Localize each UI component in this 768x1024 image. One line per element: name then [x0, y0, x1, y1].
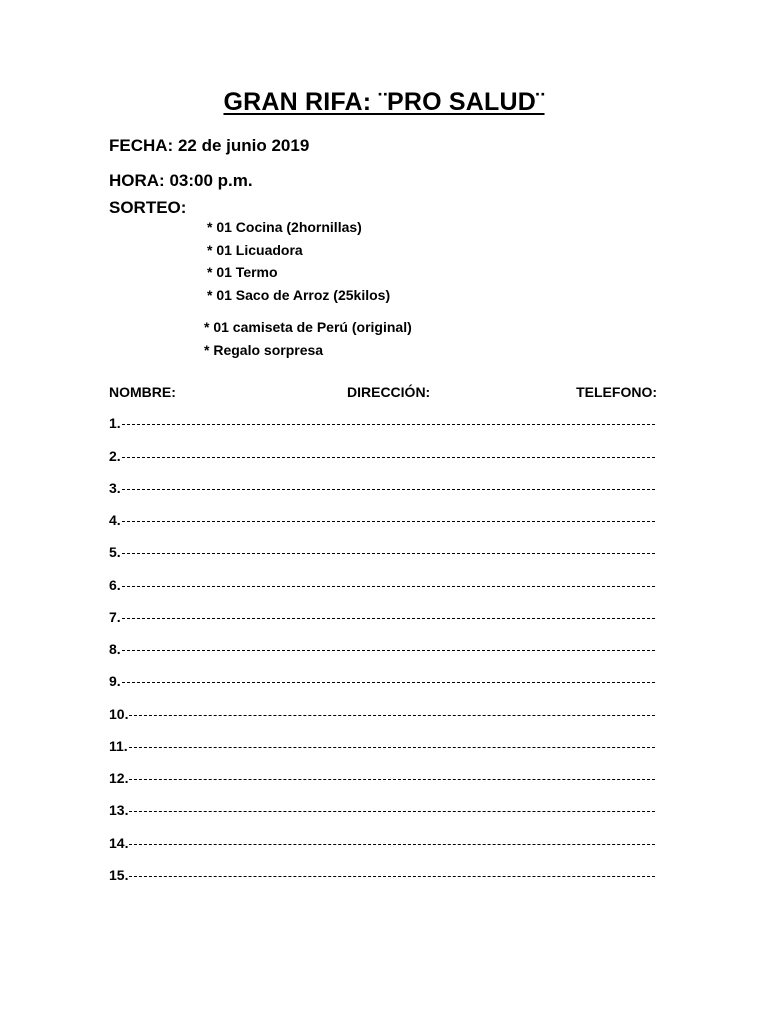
entry-dashed-line — [129, 747, 655, 748]
entry-number: 12. — [109, 770, 129, 786]
entry-row[interactable] — [109, 479, 655, 497]
entry-row[interactable] — [109, 834, 655, 852]
page-title — [0, 88, 768, 117]
date-line: FECHA: 22 de junio 2019 — [109, 136, 310, 155]
entry-row[interactable] — [109, 511, 655, 529]
title-text: GRAN RIFA: ¨PRO SALUD¨ — [223, 88, 545, 116]
entry-number: 2. — [109, 448, 121, 464]
prize-item: * 01 camiseta de Perú (original) — [204, 319, 412, 335]
entry-row[interactable] — [109, 866, 655, 884]
column-header-nombre: NOMBRE: — [109, 384, 176, 400]
entry-dashed-line — [122, 424, 655, 425]
entry-dashed-line — [122, 521, 655, 522]
entry-row[interactable] — [109, 737, 655, 755]
entry-row[interactable] — [109, 447, 655, 465]
entry-number: 3. — [109, 480, 121, 496]
entry-row[interactable] — [109, 608, 655, 626]
entry-number: 7. — [109, 609, 121, 625]
entry-number: 11. — [109, 738, 128, 754]
entry-number: 15. — [109, 867, 129, 883]
entry-dashed-line — [129, 876, 655, 877]
prize-item: * 01 Cocina (2hornillas) — [207, 219, 362, 235]
prize-item: * 01 Saco de Arroz (25kilos) — [207, 287, 391, 303]
prize-item: * 01 Licuadora — [207, 242, 303, 258]
entry-number: 8. — [109, 641, 121, 657]
entry-number: 14. — [109, 835, 129, 851]
table-header — [109, 384, 657, 404]
entry-row[interactable] — [109, 640, 655, 658]
entry-dashed-line — [122, 586, 655, 587]
entry-row[interactable] — [109, 543, 655, 561]
draw-heading-text: SORTEO: — [109, 198, 187, 217]
entry-row[interactable] — [109, 801, 655, 819]
entry-dashed-line — [129, 779, 655, 780]
column-header-direccion: DIRECCIÓN: — [347, 384, 431, 400]
entry-dashed-line — [122, 618, 655, 619]
entry-dashed-line — [129, 811, 655, 812]
entry-number: 4. — [109, 512, 121, 528]
time-text: HORA: 03:00 p.m. — [109, 171, 253, 190]
column-header-telefono: TELEFONO: — [576, 384, 657, 400]
entry-dashed-line — [122, 682, 655, 683]
entry-number: 9. — [109, 673, 121, 689]
entry-number: 13. — [109, 802, 129, 818]
prize-item: * Regalo sorpresa — [204, 342, 324, 358]
entry-row[interactable] — [109, 769, 655, 787]
entry-row[interactable] — [109, 672, 655, 690]
entry-dashed-line — [122, 457, 655, 458]
entry-dashed-line — [122, 650, 655, 651]
entry-number: 1. — [109, 415, 121, 431]
entry-number: 10. — [109, 706, 129, 722]
entry-dashed-line — [129, 844, 655, 845]
entry-number: 6. — [109, 577, 121, 593]
prize-item: * 01 Termo — [207, 264, 278, 280]
entry-row[interactable] — [109, 414, 655, 432]
draw-heading — [109, 198, 186, 218]
time-line — [109, 171, 253, 191]
entry-dashed-line — [122, 553, 655, 554]
entry-dashed-line — [122, 489, 655, 490]
entry-row[interactable] — [109, 576, 655, 594]
entry-dashed-line — [129, 715, 655, 716]
entry-row[interactable] — [109, 705, 655, 723]
entry-number: 5. — [109, 544, 121, 560]
